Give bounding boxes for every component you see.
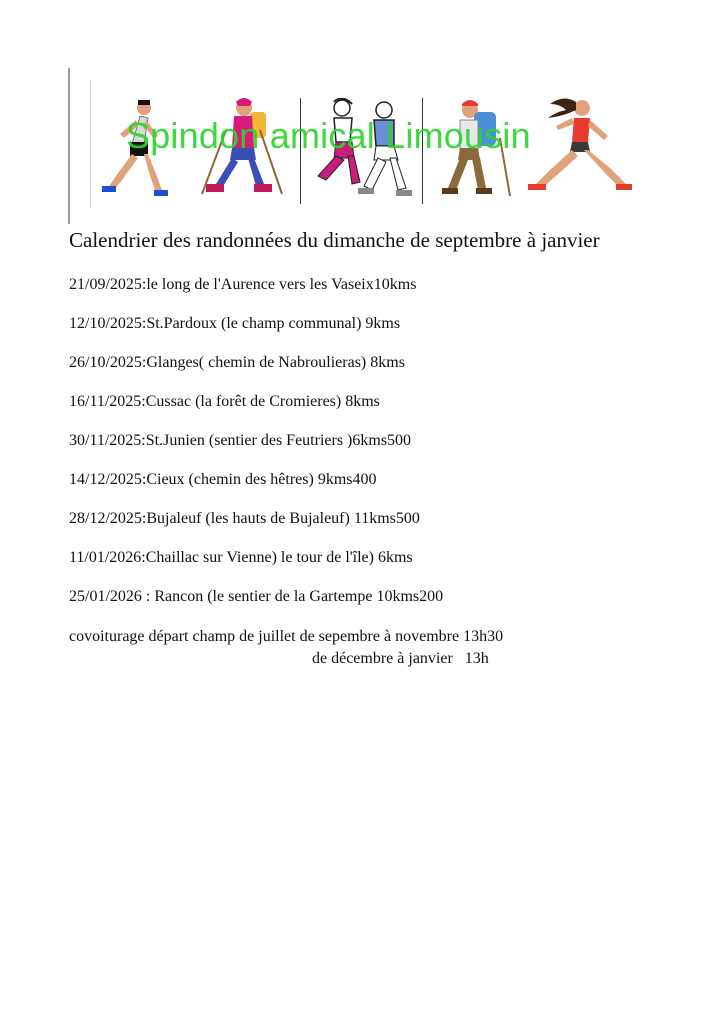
list-item: 14/12/2025:Cieux (chemin des hêtres) 9kms400 <box>69 471 377 488</box>
banner-image <box>68 68 658 224</box>
list-item: 30/11/2025:St.Junien (sentier des Feutriers )6kms500 <box>69 432 412 449</box>
walk-list <box>69 274 443 625</box>
list-item: 28/12/2025:Bujaleuf (les hauts de Bujaleuf) 11kms500 <box>69 510 420 527</box>
carpool-note-line2: de décembre à janvier 13h <box>312 650 489 667</box>
list-item: 11/01/2026:Chaillac sur Vienne) le tour de l'île) 6kms <box>69 549 413 566</box>
page-title: Calendrier des randonnées du dimanche de septembre à janvier <box>69 228 600 252</box>
female-runner-icon <box>520 96 632 200</box>
list-item: 21/09/2025:le long de l'Aurence vers les Vaseix10kms <box>69 276 417 293</box>
banner-title: Spindon amical Limousin <box>126 115 531 156</box>
banner-divider-left <box>68 68 70 224</box>
list-item: 16/11/2025:Cussac (la forêt de Cromieres) 8kms <box>69 393 380 410</box>
list-item: 12/10/2025:St.Pardoux (le champ communal) 9kms <box>69 315 401 332</box>
list-item: 26/10/2025:Glanges( chemin de Nabroulieras) 8kms <box>69 354 405 371</box>
list-item: 25/01/2026 : Rancon (le sentier de la Gartempe 10kms200 <box>69 588 444 605</box>
carpool-note: covoiturage départ champ de juillet de sepembre à novembre 13h30 <box>69 628 504 645</box>
banner-divider-1 <box>90 80 91 208</box>
